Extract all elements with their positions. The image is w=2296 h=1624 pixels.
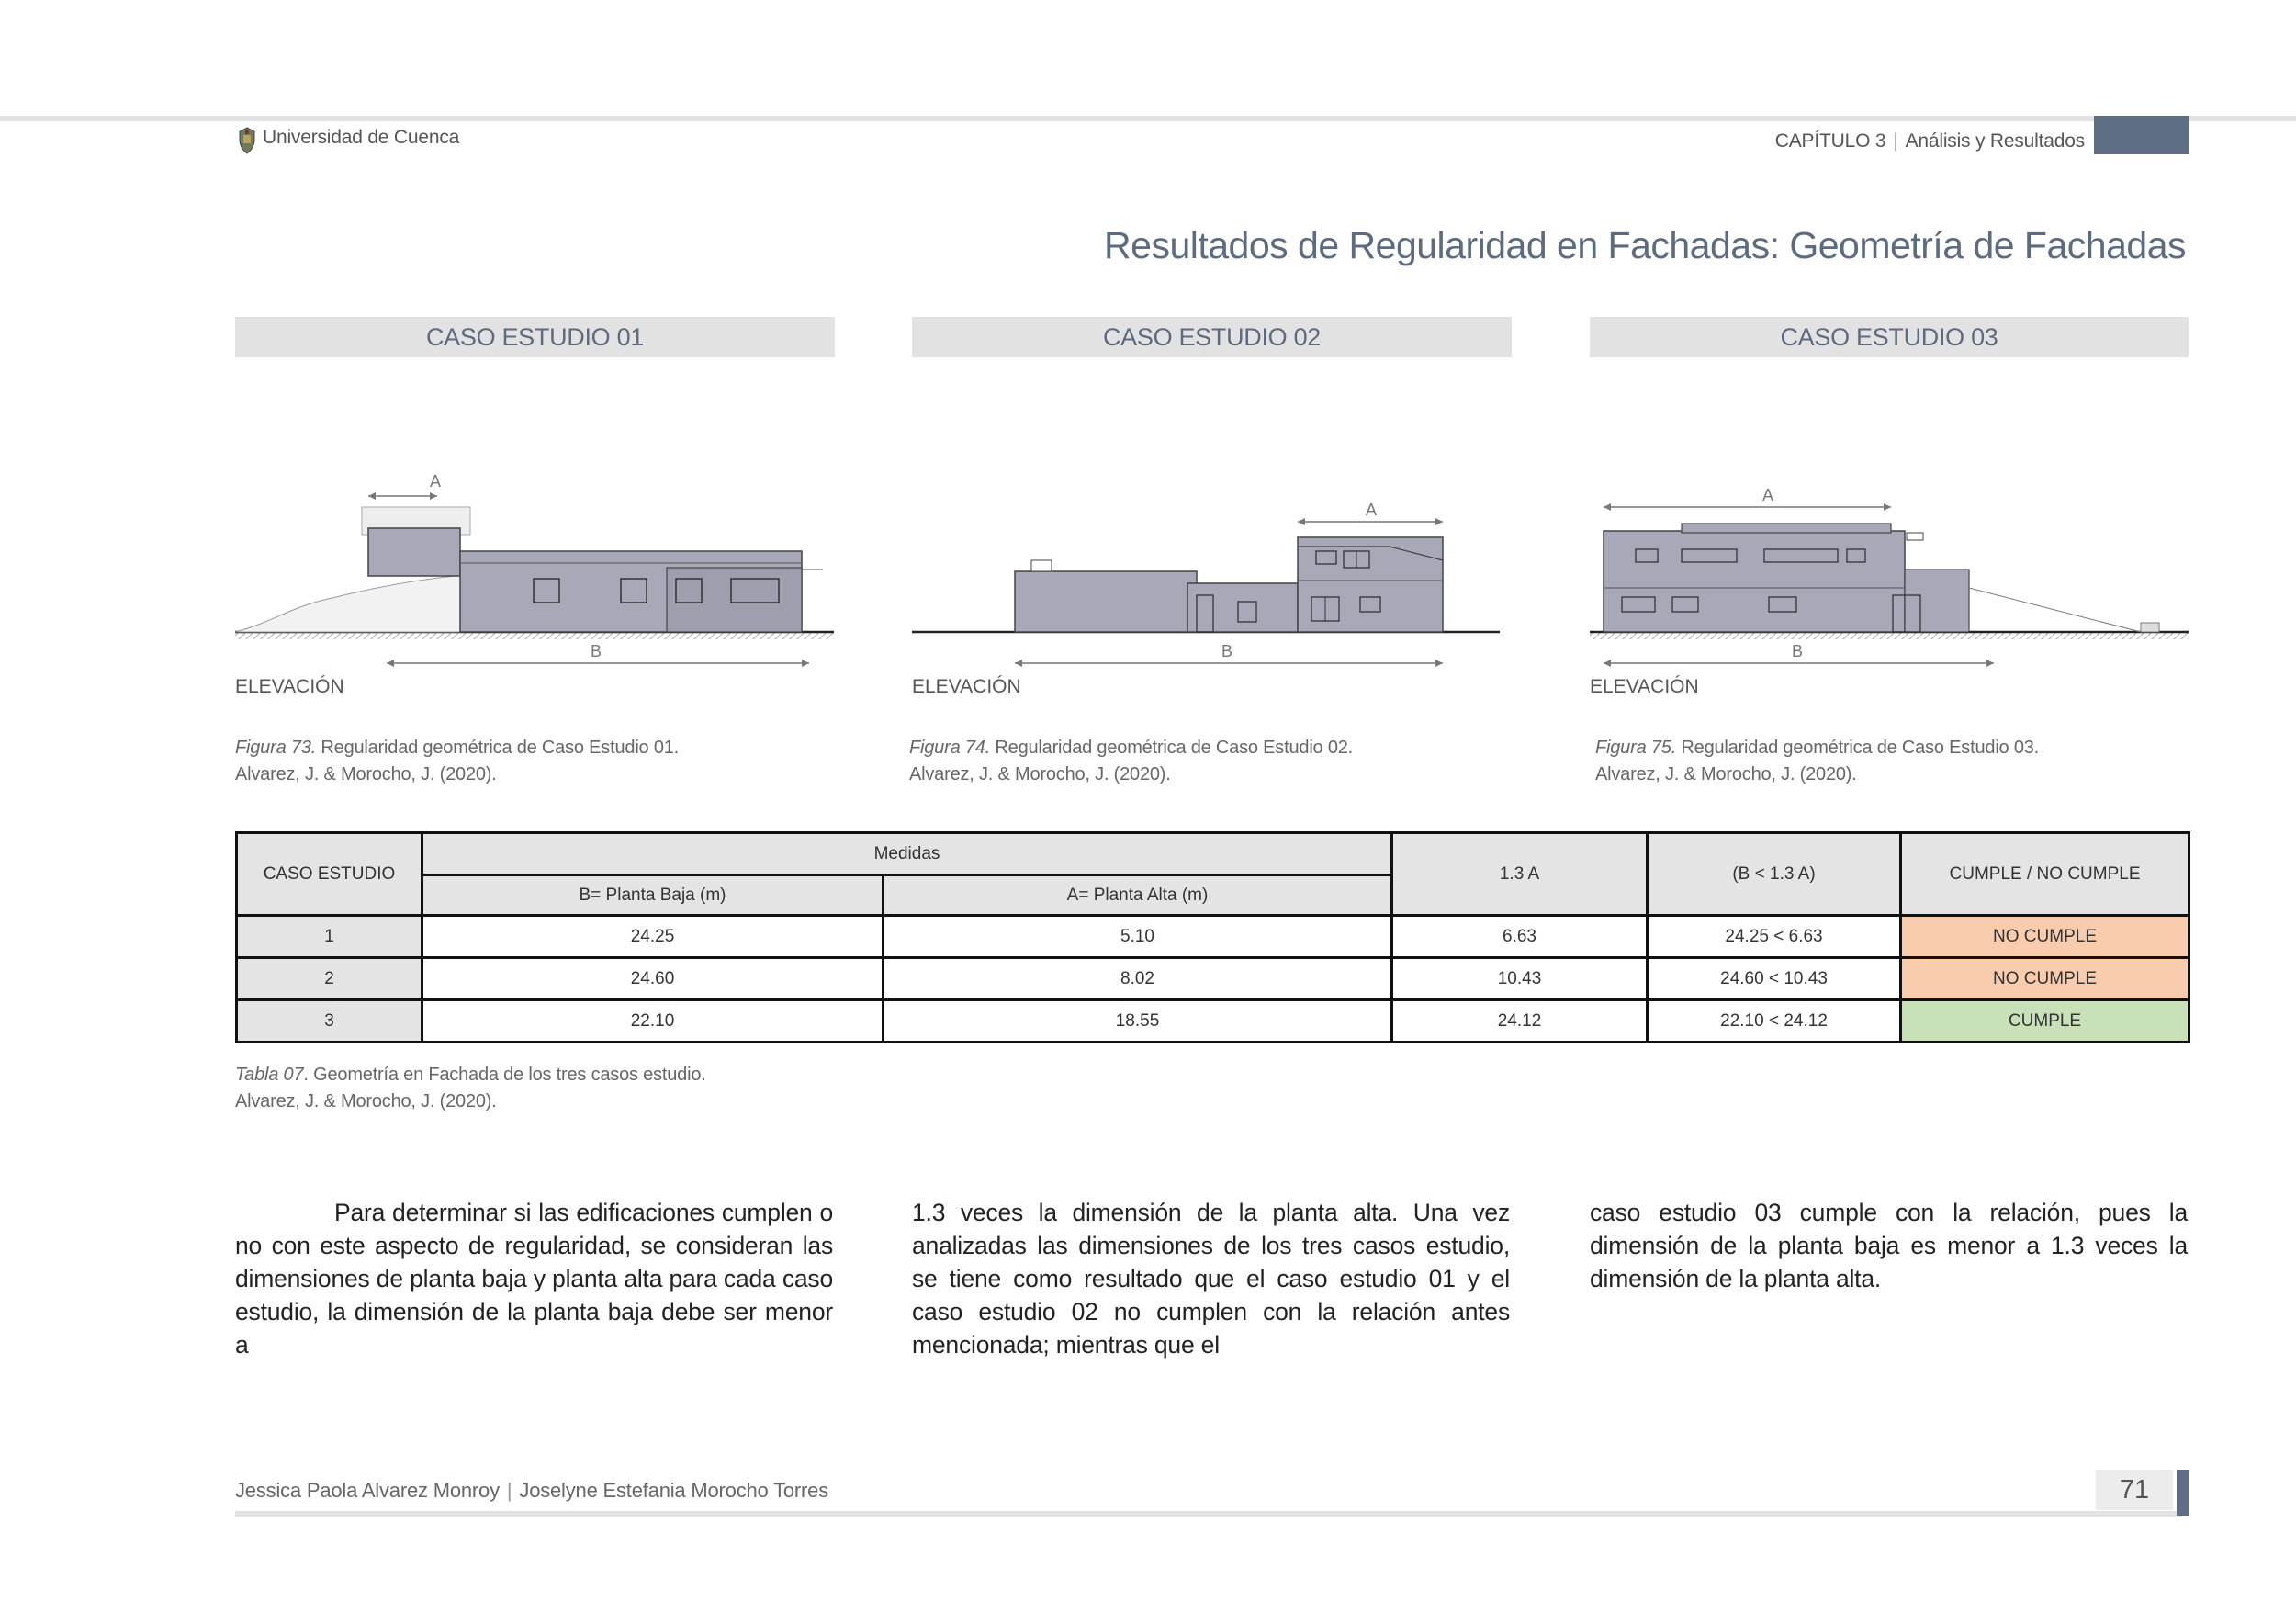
chapter-header [1775, 130, 2085, 152]
chapter-tab-marker [2094, 116, 2189, 154]
dim-label-b: B [591, 642, 602, 660]
elevation-label-01: ELEVACIÓN [235, 676, 344, 697]
case-heading-01: CASO ESTUDIO 01 [235, 317, 835, 357]
header-measures: Medidas [422, 833, 1392, 875]
figure-caption-text: Regularidad geométrica de Caso Estudio 01. [321, 738, 680, 758]
cell-a: 8.02 [884, 958, 1392, 1000]
figure-number: Figura 73. [235, 738, 317, 758]
cell-condition: 24.60 < 10.43 [1648, 958, 1901, 1000]
elevation-drawing-01 [235, 459, 841, 671]
regularity-table [235, 831, 2190, 1043]
cell-b: 24.25 [422, 916, 884, 958]
header-case: CASO ESTUDIO [237, 833, 422, 916]
chapter-number: CAPÍTULO 3 [1774, 130, 1886, 152]
cell-condition: 22.10 < 24.12 [1648, 1000, 1901, 1043]
figure-caption-74 [909, 735, 1353, 788]
cell-case: 1 [237, 916, 422, 958]
elevation-drawing-03 [1590, 459, 2196, 671]
case-heading-03: CASO ESTUDIO 03 [1590, 317, 2189, 357]
cell-result: NO CUMPLE [1901, 958, 2189, 1000]
table-row [237, 958, 2189, 1000]
cell-a: 18.55 [884, 1000, 1392, 1043]
figure-caption-text: Regularidad geométrica de Caso Estudio 03. [1681, 738, 2040, 758]
footer-authors [235, 1479, 828, 1503]
table-number: Tabla 07 [235, 1065, 304, 1085]
cell-1-3a: 24.12 [1392, 1000, 1648, 1043]
section-title: Resultados de Regularidad en Fachadas: Geometría de Fachadas [1104, 224, 2186, 266]
page-tab-marker [2177, 1470, 2189, 1516]
dim-label-b: B [1792, 642, 1804, 660]
figure-source: Alvarez, J. & Morocho, J. (2020). [235, 764, 497, 784]
dim-label-b: B [1221, 642, 1233, 660]
header-1-3a: 1.3 A [1392, 833, 1648, 916]
header-b: B= Planta Baja (m) [422, 875, 884, 916]
cell-result: CUMPLE [1901, 1000, 2189, 1043]
table-caption-text: . Geometría en Fachada de los tres casos estudio. [303, 1065, 706, 1085]
university-crest-icon [237, 127, 257, 154]
body-paragraph-col3: caso estudio 03 cumple con la relación, pues la dimensión de la planta baja es menor a 1.3 veces la dimensión de la planta alta. [1590, 1199, 2188, 1292]
table-caption [235, 1062, 706, 1115]
elevation-label-03: ELEVACIÓN [1590, 676, 1699, 697]
header-rule [0, 116, 2296, 121]
dim-label-a: A [1762, 486, 1774, 504]
chapter-section: Análisis y Resultados [1905, 130, 2085, 152]
separator: | [1893, 130, 1898, 152]
cell-case: 2 [237, 958, 422, 1000]
cell-a: 5.10 [884, 916, 1392, 958]
elevation-drawing-02 [912, 459, 1518, 671]
cell-1-3a: 6.63 [1392, 916, 1648, 958]
dim-label-a: A [1366, 501, 1378, 519]
body-paragraph-col2: 1.3 veces la dimensión de la planta alta. Una vez analizadas las dimensiones de los tres casos estudio, se tiene como resultado que el caso estudio 01 y el caso estudio 02 no cumplen con la relación antes mencionada; mientras que el [912, 1199, 1510, 1359]
header-a: A= Planta Alta (m) [884, 875, 1392, 916]
figure-source: Alvarez, J. & Morocho, J. (2020). [1595, 764, 1857, 784]
figure-source: Alvarez, J. & Morocho, J. (2020). [909, 764, 1171, 784]
cell-case: 3 [237, 1000, 422, 1043]
university-name: Universidad de Cuenca [263, 127, 460, 148]
cell-result: NO CUMPLE [1901, 916, 2189, 958]
figure-number: Figura 74. [909, 738, 991, 758]
cell-b: 22.10 [422, 1000, 884, 1043]
dim-label-a: A [430, 472, 442, 491]
footer-rule [235, 1511, 2182, 1517]
cell-1-3a: 10.43 [1392, 958, 1648, 1000]
figure-caption-73 [235, 735, 679, 788]
header-result: CUMPLE / NO CUMPLE [1901, 833, 2189, 916]
figure-number: Figura 75. [1595, 738, 1677, 758]
table-row [237, 1000, 2189, 1043]
author-1: Jessica Paola Alvarez Monroy [235, 1479, 500, 1502]
figure-caption-text: Regularidad geométrica de Caso Estudio 02. [995, 738, 1354, 758]
case-heading-02: CASO ESTUDIO 02 [912, 317, 1512, 357]
separator: | [506, 1479, 512, 1502]
author-2: Joselyne Estefania Morocho Torres [519, 1479, 829, 1502]
table-row [237, 916, 2189, 958]
cell-condition: 24.25 < 6.63 [1648, 916, 1901, 958]
figure-caption-75 [1595, 735, 2039, 788]
table-source: Alvarez, J. & Morocho, J. (2020). [235, 1091, 497, 1111]
page-number: 71 [2096, 1470, 2173, 1510]
cell-b: 24.60 [422, 958, 884, 1000]
body-paragraph-col1: Para determinar si las edificaciones cumplen o no con este aspecto de regularidad, se consideran las dimensiones de planta baja y planta alta para cada caso estudio, la dimensión de la planta baja debe ser menor a [235, 1199, 833, 1359]
elevation-label-02: ELEVACIÓN [912, 676, 1021, 697]
header-condition: (B < 1.3 A) [1648, 833, 1901, 916]
